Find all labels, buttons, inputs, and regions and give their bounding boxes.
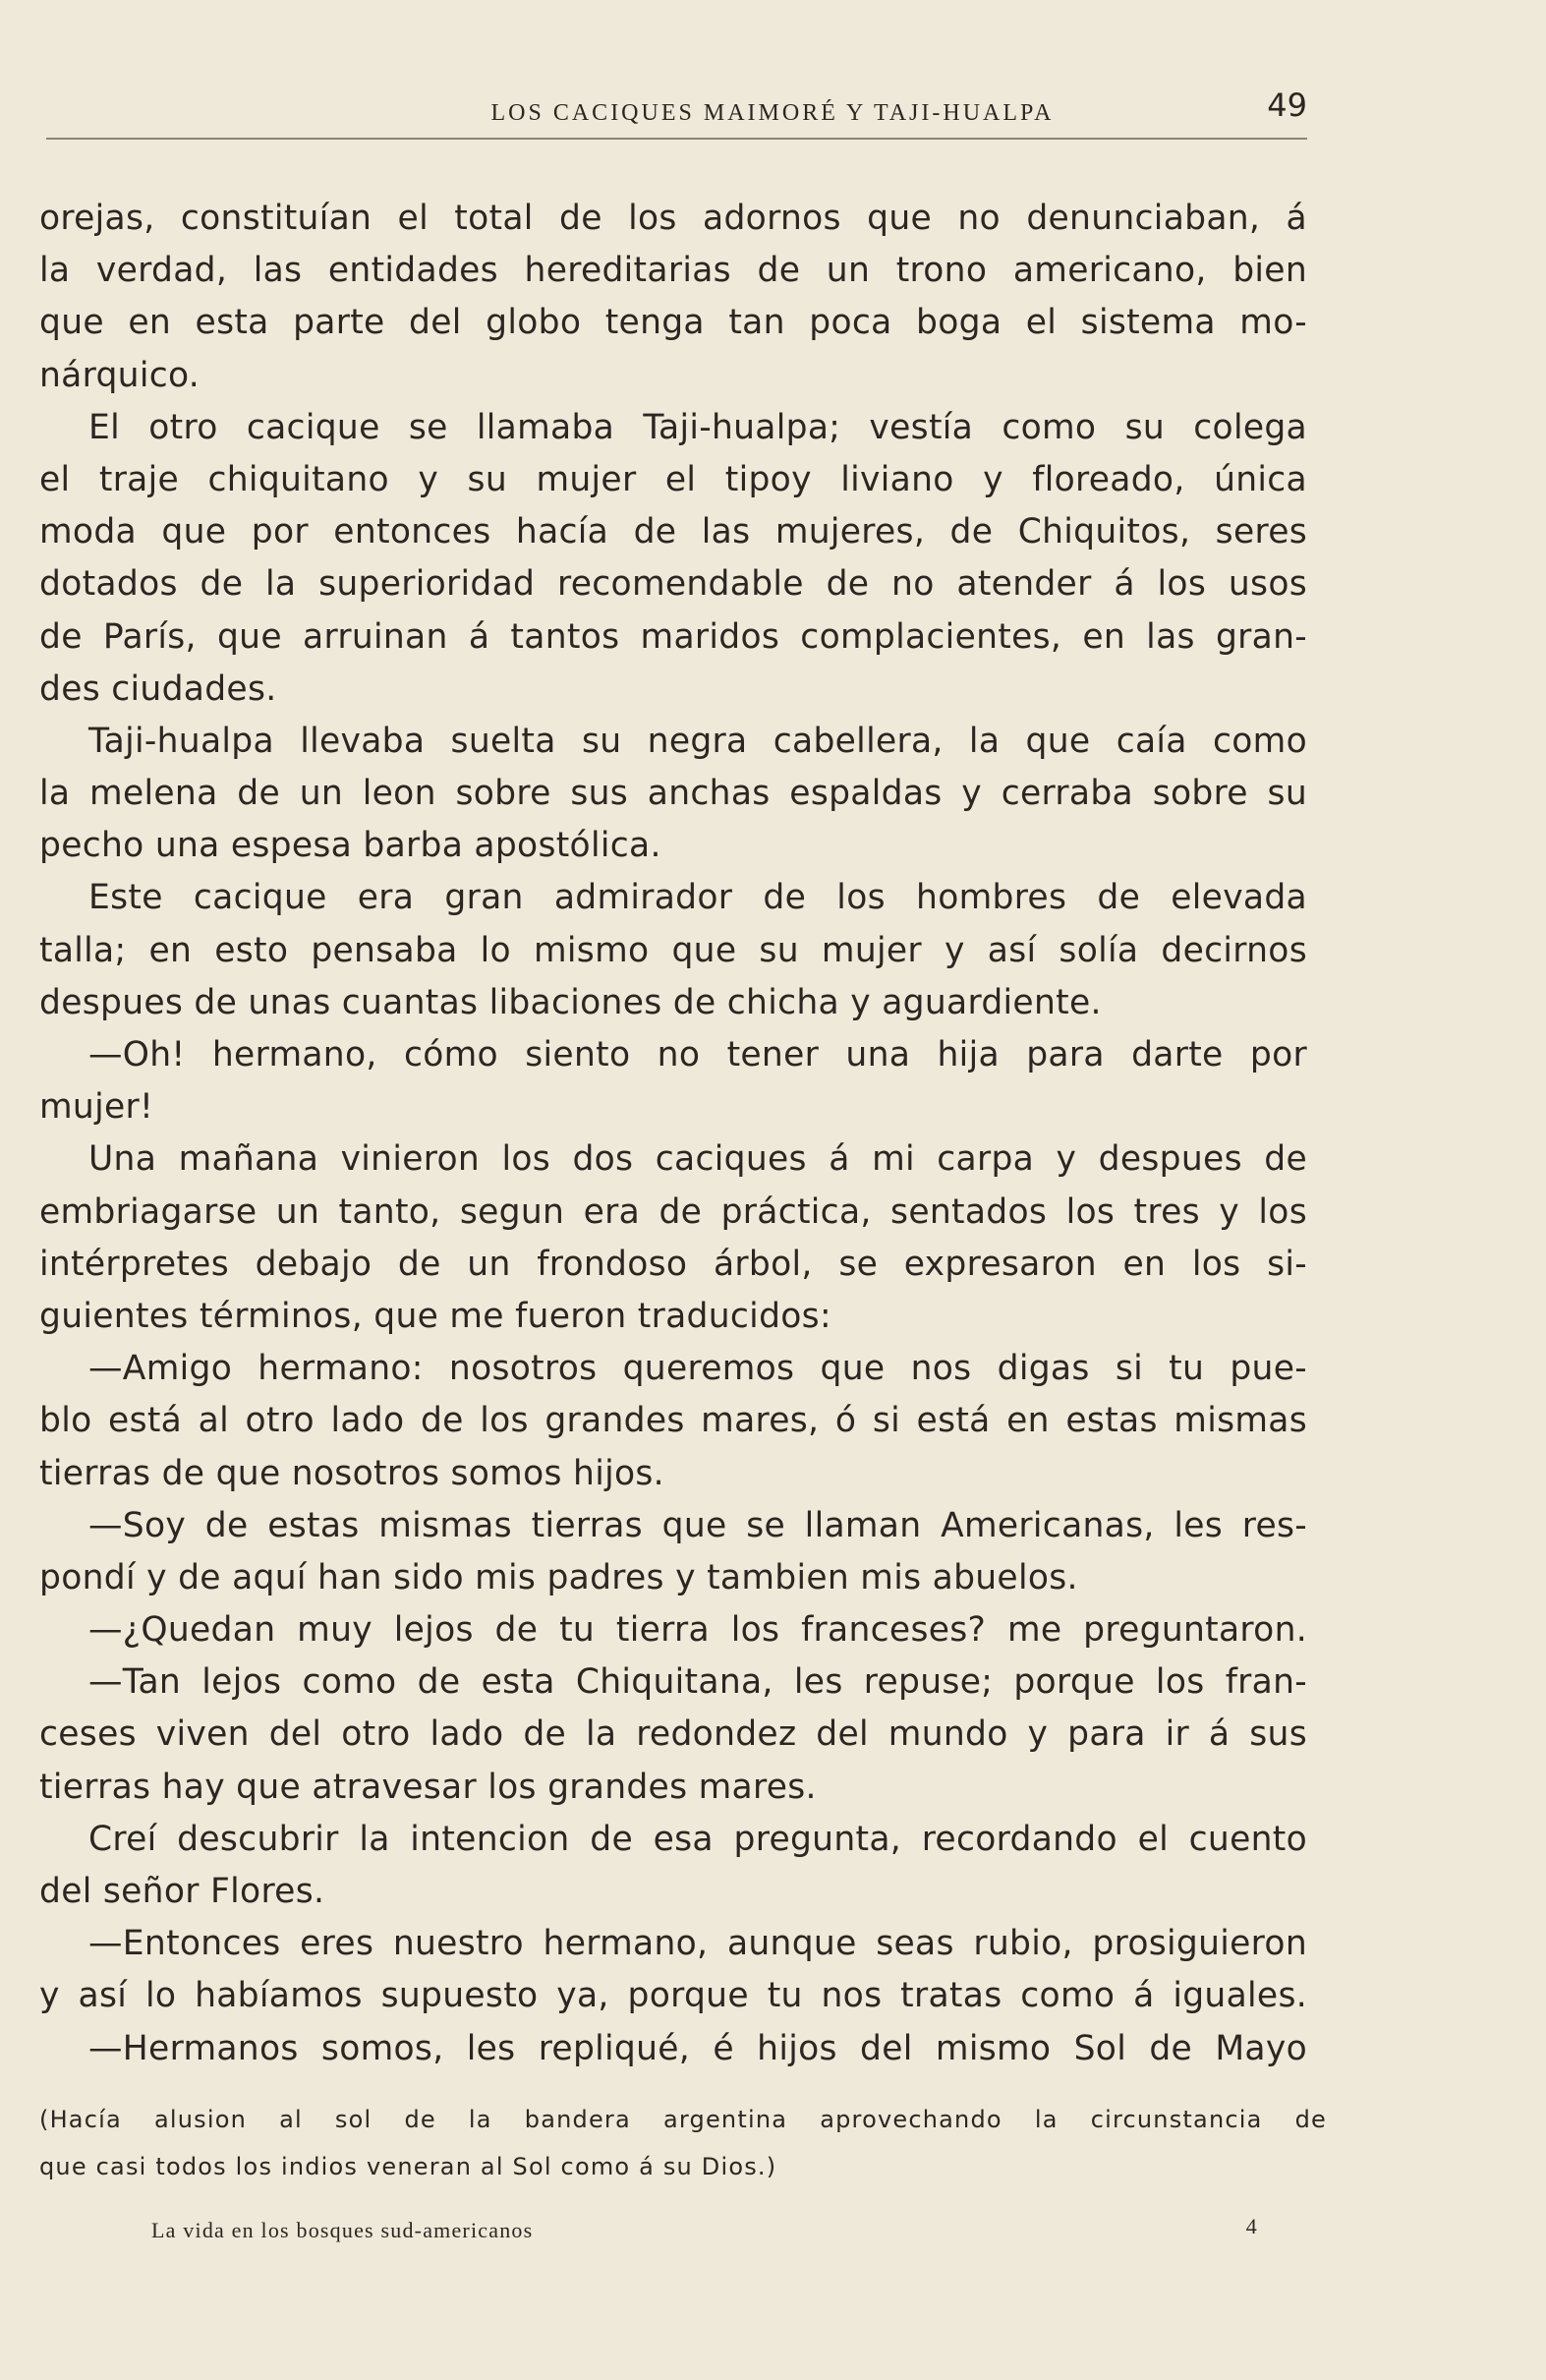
text-line: talla; en esto pensaba lo mismo que su mujer y así solía decirnos	[39, 930, 1307, 970]
text-line: del señor Flores.	[39, 1872, 325, 1911]
text-line: Taji-hualpa llevaba suelta su negra cabellera, la que caía como	[88, 721, 1307, 761]
text-line: dotados de la superioridad recomendable de no atender á los usos	[39, 564, 1307, 605]
text-line: orejas, constituían el total de los adornos que no denunciaban, á	[39, 199, 1307, 238]
text-line: El otro cacique se llamaba Taji-hualpa; vestía como su colega	[88, 407, 1307, 447]
text-line: guientes términos, que me fueron traducidos:	[39, 1296, 831, 1336]
text-line: tierras de que nosotros somos hijos.	[39, 1453, 664, 1493]
text-line: de París, que arruinan á tantos maridos complacientes, en las gran-	[39, 616, 1307, 657]
footnote-line: (Hacía alusion al sol de la bandera argentina aprovechando la circunstancia de	[39, 2106, 1327, 2133]
text-line: que en esta parte del globo tenga tan poca boga el sistema mo-	[39, 303, 1307, 343]
text-line: y así lo habíamos supuesto ya, porque tu nos tratas como á iguales.	[39, 1976, 1307, 2016]
header-rule	[46, 138, 1307, 140]
text-line: Creí descubrir la intencion de esa pregunta, recordando el cuento	[88, 1819, 1307, 1859]
text-line: la melena de un leon sobre sus anchas espaldas y cerraba sobre su	[39, 774, 1307, 814]
text-line: nárquico.	[39, 355, 200, 395]
text-line: el traje chiquitano y su mujer el tipoy liviano y floreado, única	[39, 459, 1307, 499]
text-line: Este cacique era gran admirador de los hombres de elevada	[88, 878, 1307, 918]
text-line: tierras hay que atravesar los grandes mares.	[39, 1767, 817, 1807]
running-title: LOS CACIQUES MAIMORÉ Y TAJI-HUALPA	[490, 100, 1055, 126]
text-line: blo está al otro lado de los grandes mares, ó si está en estas mismas	[39, 1401, 1307, 1441]
page-header	[258, 87, 1307, 136]
footnote-line: que casi todos los indios veneran al Sol como á su Dios.)	[39, 2153, 777, 2180]
page-footer	[147, 2210, 1258, 2249]
text-line: —Entonces eres nuestro hermano, aunque seas rubio, prosiguieron	[88, 1924, 1307, 1964]
text-line: —Soy de estas mismas tierras que se llaman Americanas, les res-	[88, 1505, 1307, 1545]
text-line: ceses viven del otro lado de la redondez del mundo y para ir á sus	[39, 1714, 1307, 1755]
text-line: —Tan lejos como de esta Chiquitana, les repuse; porque los fran-	[88, 1662, 1307, 1703]
text-line: —¿Quedan muy lejos de tu tierra los franceses? me preguntaron.	[88, 1610, 1307, 1651]
main-text	[39, 193, 1307, 2075]
page-number: 49	[1267, 87, 1307, 124]
text-line: des ciudades.	[39, 668, 277, 709]
text-line: —Hermanos somos, les repliqué, é hijos del mismo Sol de Mayo	[88, 2028, 1307, 2068]
text-line: intérpretes debajo de un frondoso árbol, se expresaron en los si-	[39, 1244, 1307, 1284]
footer-book-title: La vida en los bosques sud-americanos	[151, 2218, 534, 2242]
footnote	[39, 2096, 1327, 2190]
text-line: —Amigo hermano: nosotros queremos que nos digas si tu pue-	[88, 1349, 1307, 1389]
text-line: moda que por entonces hacía de las mujeres, de Chiquitos, seres	[39, 512, 1307, 552]
text-line: mujer!	[39, 1087, 154, 1128]
signature-mark: 4	[1245, 2214, 1258, 2238]
text-line: pondí y de aquí han sido mis padres y tambien mis abuelos.	[39, 1557, 1078, 1597]
text-line: despues de unas cuantas libaciones de chicha y aguardiente.	[39, 982, 1102, 1022]
text-line: embriagarse un tanto, segun era de práctica, sentados los tres y los	[39, 1191, 1307, 1232]
text-line: pecho una espesa barba apostólica.	[39, 826, 661, 866]
text-line: Una mañana vinieron los dos caciques á mi carpa y despues de	[88, 1139, 1307, 1180]
text-line: la verdad, las entidades hereditarias de un trono americano, bien	[39, 251, 1307, 291]
text-line: —Oh! hermano, cómo siento no tener una hija para darte por	[88, 1035, 1307, 1074]
